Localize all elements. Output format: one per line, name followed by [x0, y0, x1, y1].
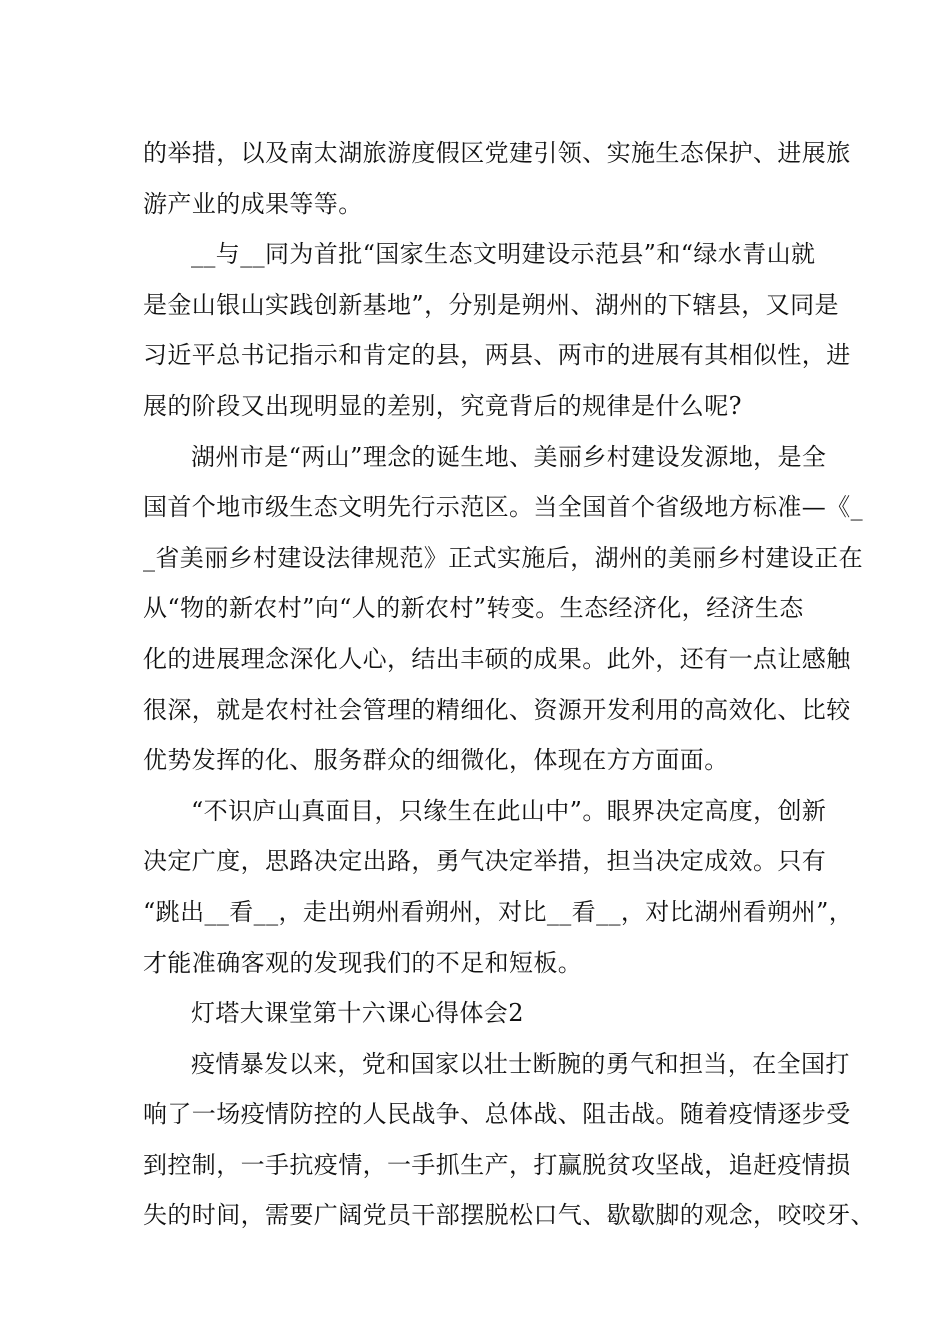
text-line: 化的进展理念深化人心，结出丰硕的成果。此外，还有一点让感触 [143, 644, 851, 673]
text-line: 从“物的新农村”向“人的新农村”转变。生态经济化，经济生态 [143, 594, 804, 623]
paragraph-3 [143, 432, 863, 786]
text-line: _省美丽乡村建设法律规范》正式实施后，湖州的美丽乡村建设正在 [143, 543, 863, 572]
text-line: 的举措，以及南太湖旅游度假区党建引领、实施生态保护、进展旅 [143, 139, 851, 167]
text-line: 展的阶段又出现明显的差别，究竟背后的规律是什么呢? [143, 391, 742, 420]
text-line: 响了一场疫情防控的人民战争、总体战、阻击战。随着疫情逐步受 [143, 1100, 851, 1129]
text-line: __与__同为首批“国家生态文明建设示范县”和“绿水青山就 [191, 240, 816, 269]
text-line: 失的时间，需要广阔党员干部摆脱松口气、歇歇脚的观念，咬咬牙、 [143, 1201, 875, 1230]
text-line: 决定广度，思路决定出路，勇气决定举措，担当决定成效。只有 [143, 847, 827, 876]
text-line: “不识庐山真面目，只缘生在此山中”。眼界决定高度，创新 [191, 796, 827, 825]
paragraph-1 [143, 128, 851, 229]
text-line: 国首个地市级生态文明先行示范区。当全国首个省级地方标准—《_ [143, 493, 863, 522]
section-heading [143, 988, 823, 1039]
text-line: “跳出__看__，走出朔州看朔州，对比__看__，对比湖州看朔州”， [143, 897, 854, 926]
text-line: 很深，就是农村社会管理的精细化、资源开发利用的高效化、比较 [143, 695, 851, 724]
text-line: 才能准确客观的发现我们的不足和短板。 [143, 948, 583, 977]
text-line: 到控制，一手抗疫情，一手抓生产，打赢脱贫攻坚战，追赶疫情损 [143, 1150, 851, 1179]
document-body [143, 128, 875, 1241]
paragraph-2 [143, 229, 851, 431]
text-line: 习近平总书记指示和肯定的县，两县、两市的进展有其相似性，进 [143, 341, 851, 370]
text-line: 湖州市是“两山”理念的诞生地、美丽乡村建设发源地，是全 [191, 442, 827, 471]
text-line: 疫情暴发以来，党和国家以壮士断腕的勇气和担当，在全国打 [191, 1049, 850, 1078]
text-line: 是金山银山实践创新基地”，分别是朔州、湖州的下辖县，又同是 [143, 290, 839, 319]
paragraph-4 [143, 786, 854, 988]
heading-text: 灯塔大课堂第十六课心得体会2 [191, 999, 524, 1028]
text-line: 优势发挥的化、服务群众的细微化，体现在方方面面。 [143, 746, 729, 775]
paragraph-5 [143, 1039, 875, 1241]
text-line: 游产业的成果等等。 [143, 189, 363, 218]
